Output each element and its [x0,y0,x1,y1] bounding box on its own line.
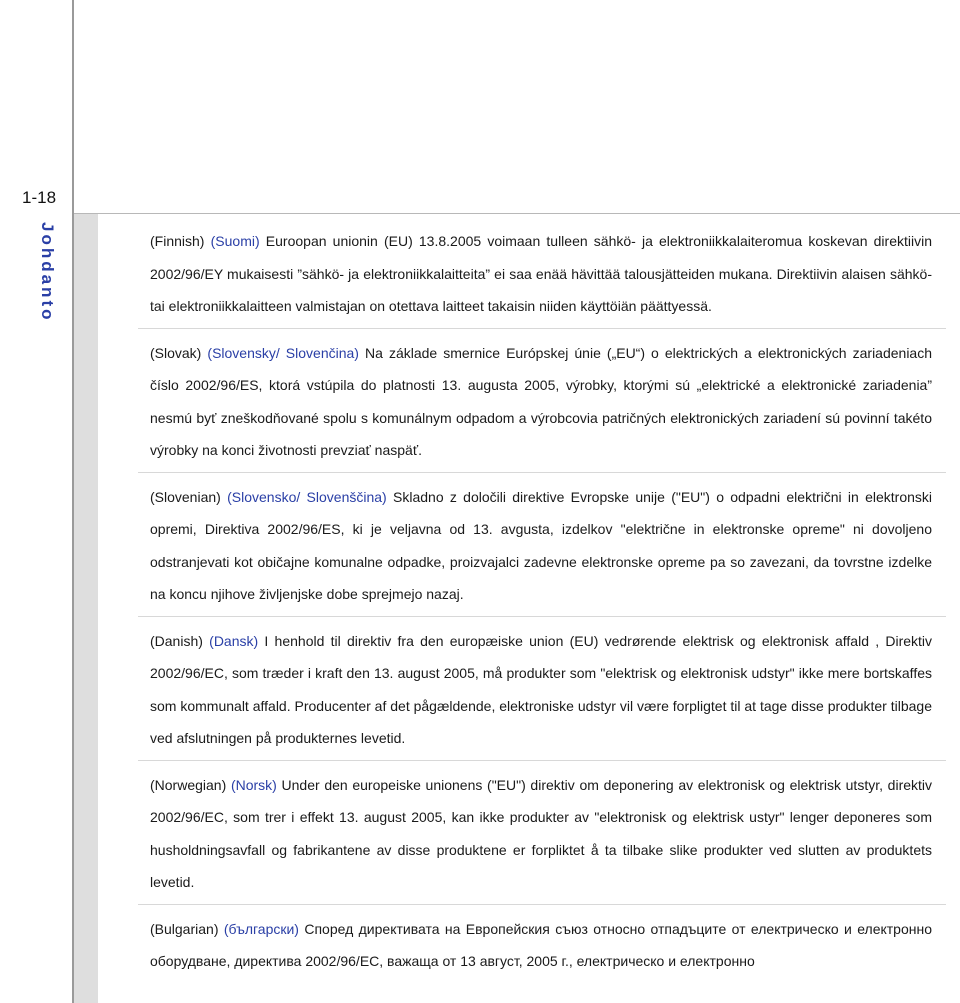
header-rule [74,213,960,214]
separator [138,328,946,329]
language-native-name: (Slovensky/ Slovenčina) [207,344,359,361]
separator [138,760,946,761]
paragraph-text: Според директивата на Европейския съюз относно отпадъците от електрическо и електронно оборудване, директива 2002/96/EC, важаща от 13 август, 2005 г., електрическо и електронно [150,920,932,969]
section-label: Johdanto [38,222,57,323]
language-name: (Finnish) [150,233,205,249]
paragraph-danish [150,625,932,755]
paragraph-slovenian [150,481,932,611]
language-native-name: (Suomi) [210,233,260,249]
paragraph-slovak [150,337,932,467]
language-name: (Bulgarian) [150,920,219,937]
page-number: 1-18 [22,188,57,207]
language-name: (Danish) [150,632,203,649]
language-native-name: (Slovensko/ Slovenščina) [227,488,387,505]
paragraph-text: Skladno z določili direktive Evropske unije ("EU") o odpadni električni in elektronski opremi, Direktiva 2002/96/ES, ki je veljavna od 13. avgusta, izdelkov "električne in elektronske opreme" ni dovoljeno odstranjevati kot običajne komunalne odpadke, proizvajalci zadevne elektronske opreme pa so zavezani, da tovrstne izdelke na koncu njihove življenjske dobe sprejmejo nazaj. [150,488,933,602]
paragraph-norwegian [150,769,932,899]
separator [138,472,946,473]
language-native-name: (Norsk) [230,776,277,793]
paragraph-text: Na základe smernice Európskej únie („EU“) o elektrických a elektronických zariadeniach číslo 2002/96/ES, ktorá vstúpila do platnosti 13. augusta 2005, výrobky, ktorými sú „elektrické a elektronické zariadenia” nesmú byť zneškodňované spolu s komunálnym odpadom a výrobcovia patričných elektronických zariadení sú povinní takéto výrobky na konci životnosti prevziať naspäť. [150,344,933,458]
language-name: (Slovenian) [150,488,221,505]
document-body [150,225,932,978]
language-native-name: (български) [223,920,299,937]
paragraph-text: Under den europeiske unionens ("EU") direktiv om deponering av elektronisk og elektrisk utstyr, direktiv 2002/96/EC, som trer i effekt 13. august 2005, kan ikke produkter av "elektronisk og elektrisk ustyr" lenger deponeres som husholdningsavfall og fabrikantene av disse produktene er forpliktet å ta tilbake slike produkter ved slutten av produktets levetid. [150,776,933,890]
paragraph-bulgarian [150,913,932,978]
language-native-name: (Dansk) [209,632,259,649]
paragraph-text: Euroopan unionin (EU) 13.8.2005 voimaan tulleen sähkö- ja elektroniikkalaiteromua koskevan direktiivin 2002/96/EY mukaisesti ”sähkö- ja elektroniikkalaitteita” ei saa enää hävittää talousjätteiden mukana. Direktiivin alaisen sähkö- tai elektroniikkalaitteen valmistajan on otettava laitteet takaisin niiden käyttöiän päättyessä. [150,233,932,314]
separator [138,904,946,905]
margin-band [74,214,98,1003]
language-name: (Norwegian) [150,776,227,793]
separator [138,616,946,617]
language-name: (Slovak) [150,344,202,361]
paragraph-text: I henhold til direktiv fra den europæiske union (EU) vedrørende elektrisk og elektronisk affald , Direktiv 2002/96/EC, som træder i kraft den 13. august 2005, må produkter som "elektrisk og elektronisk udstyr" ikke mere bortskaffes som kommunalt affald. Producenter af det pågældende, elektroniske udstyr vil være forpligtet til at tage disse produkter tilbage ved afslutningen på produkternes levetid. [150,632,933,746]
paragraph-finnish [150,225,932,323]
